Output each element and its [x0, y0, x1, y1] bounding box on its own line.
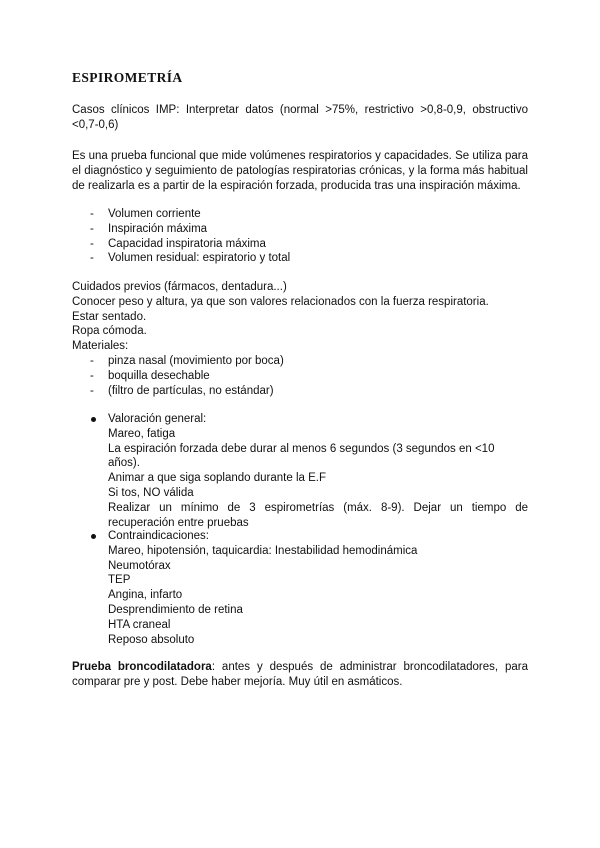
contraindicacion-line: Mareo, hipotensión, taquicardia: Inestabilidad hemodinámica — [108, 544, 418, 557]
cuidados-line: Conocer peso y altura, ya que son valores relacionados con la fuerza respiratoria. — [72, 295, 489, 308]
list-item: - Volumen corriente — [90, 208, 201, 220]
list-item: - Inspiración máxima — [90, 222, 208, 235]
broncodilatadora-term: Prueba broncodilatadora — [72, 661, 212, 673]
document-title: ESPIROMETRÍA — [72, 70, 183, 85]
list-item: - (filtro de partículas, no estándar) — [90, 384, 274, 397]
contraindicaciones-heading: Contraindicaciones: — [90, 529, 528, 544]
contraindicacion-line: Desprendimiento de retina — [108, 603, 243, 616]
bullet-icon — [91, 417, 96, 422]
broncodilatadora-paragraph — [72, 660, 528, 690]
cuidados-line: Ropa cómoda. — [72, 325, 147, 338]
materiales-heading: Materiales: — [72, 340, 129, 353]
bullet-icon — [91, 534, 96, 539]
casos-paragraph: Casos clínicos IMP: Interpretar datos (normal >75%, restrictivo >0,8-0,9, obstructivo <0,7-0,6) — [72, 104, 528, 131]
valoracion-line: La espiración forzada debe durar al menos 6 segundos (3 segundos en <10 años). — [108, 442, 495, 470]
list-item: - Volumen residual: espiratorio y total — [90, 252, 291, 265]
valoracion-line: Si tos, NO válida — [108, 486, 194, 499]
contraindicacion-line: Reposo absoluto — [108, 633, 195, 646]
valoracion-heading: Valoración general: — [90, 412, 528, 427]
materiales-list — [90, 354, 520, 398]
contraindicaciones-section — [90, 529, 528, 647]
contraindicacion-line: TEP — [108, 574, 131, 587]
cuidados-section — [72, 280, 528, 354]
contraindicacion-line: Angina, infarto — [108, 589, 183, 602]
list-item: - boquilla desechable — [90, 369, 210, 382]
list-item: - Capacidad inspiratoria máxima — [90, 237, 266, 250]
valoracion-line: Mareo, fatiga — [108, 427, 176, 440]
valoracion-line: Realizar un mínimo de 3 espirometrías (máx. 8-9). Dejar un tiempo de recuperación entre pruebas — [108, 501, 528, 529]
valoracion-section — [90, 412, 528, 530]
intro-paragraph: Es una prueba funcional que mide volúmenes respiratorios y capacidades. Se utiliza para el diagnóstico y seguimiento de patologías respiratorias crónicas, y la forma más habitual de realizarla es a partir de la espiración forzada, producida tras una inspiración máxima. — [72, 150, 528, 192]
list-item: - pinza nasal (movimiento por boca) — [90, 355, 284, 367]
cuidados-line: Estar sentado. — [72, 310, 147, 323]
broncodilatadora-text: : antes y después de administrar broncodilatadores, para comparar pre y post. Debe haber mejoría. Muy útil en asmáticos. — [72, 661, 529, 688]
valoracion-line: Animar a que siga soplando durante la E.F — [108, 472, 326, 485]
contraindicacion-line: Neumotórax — [108, 559, 171, 572]
cuidados-line: Cuidados previos (fármacos, dentadura...) — [72, 281, 287, 293]
volumes-list — [90, 207, 520, 266]
contraindicacion-line: HTA craneal — [108, 618, 171, 631]
